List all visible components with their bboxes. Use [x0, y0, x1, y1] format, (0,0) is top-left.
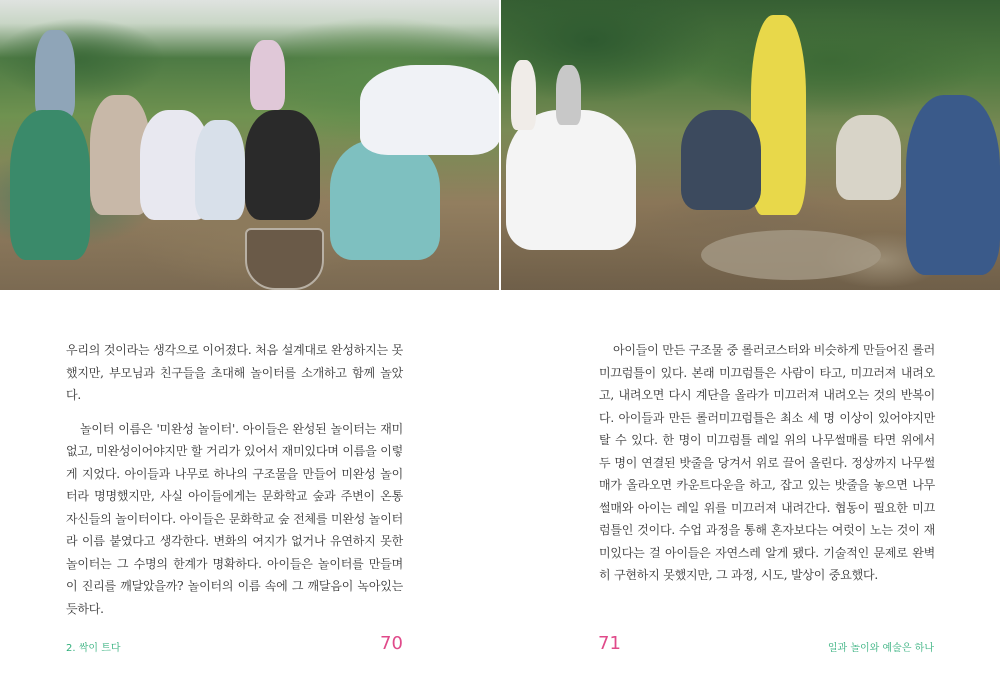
right-page-body — [599, 339, 935, 587]
left-paragraph-2: 놀이터 이름은 '미완성 놀이터'. 아이들은 완성된 놀이터는 재미없고, 미완성이어야지만 할 거리가 있어서 재미있다며 이름을 이렇게 지었다. 아이들과 나무로 하나의 구조물을 만들어 미완성 놀이터라 명명했지만, 사실 아이들에게는 문화학교 숲과 주변이 온통 자신들의 놀이터이다. 아이들은 문화학교 숲 전체를 미완성 놀이터라 이름 붙였다고 생각한다. 변화의 여지가 없거나 유연하지 못한 놀이터는 그 수명의 한계가 명확하다. 아이들은 놀이터를 만들며 이 진리를 깨달았을까? 놀이터의 이름 속에 그 깨달음이 녹아있는 듯하다. — [66, 421, 403, 616]
right-paragraph-1: 아이들이 만든 구조물 중 롤러코스터와 비슷하게 만들어진 롤러미끄럼틀이 있다. 본래 미끄럼틀은 사람이 타고, 미끄러져 내려오고, 내려오면 다시 계단을 올라가 미끄러져 내려오는 것의 반복이다. 아이들과 만든 롤러미끄럼틀은 최소 세 명 이상이 있어야지만 탈 수 있다. 한 명이 미끄럼틀 레일 위의 나무썰매를 타면 위에서 두 명이 연결된 밧줄을 당겨서 위로 끌어 올린다. 정상까지 나무썰매가 올라오면 카운트다운을 하고, 잡고 있는 밧줄을 놓으면 나무썰매와 아이는 레일 위를 미끄러져 내려간다. 협동이 필요한 미끄럼틀인 것이다. 수업 과정을 통해 혼자보다는 여럿이 노는 것이 재미있다는 걸 아이들은 자연스레 알게 됐다. 기술적인 문제로 완벽히 구현하지 못했지만, 그 과정, 시도, 발상이 중요했다. — [599, 343, 935, 582]
left-paragraph-1: 우리의 것이라는 생각으로 이어졌다. 처음 설계대로 완성하지는 못했지만, 부모님과 친구들을 초대해 놀이터를 소개하고 함께 놀았다. — [66, 343, 403, 402]
right-page-number: 71 — [598, 633, 621, 654]
photo-children-digging-soil — [0, 0, 499, 290]
photo-children-in-mud — [501, 0, 1000, 290]
right-running-head: 일과 놀이와 예술은 하나 — [827, 643, 934, 654]
left-page-body — [66, 339, 403, 620]
left-page-number: 70 — [380, 633, 403, 654]
left-running-head: 2. 싹이 트다 — [66, 643, 121, 654]
